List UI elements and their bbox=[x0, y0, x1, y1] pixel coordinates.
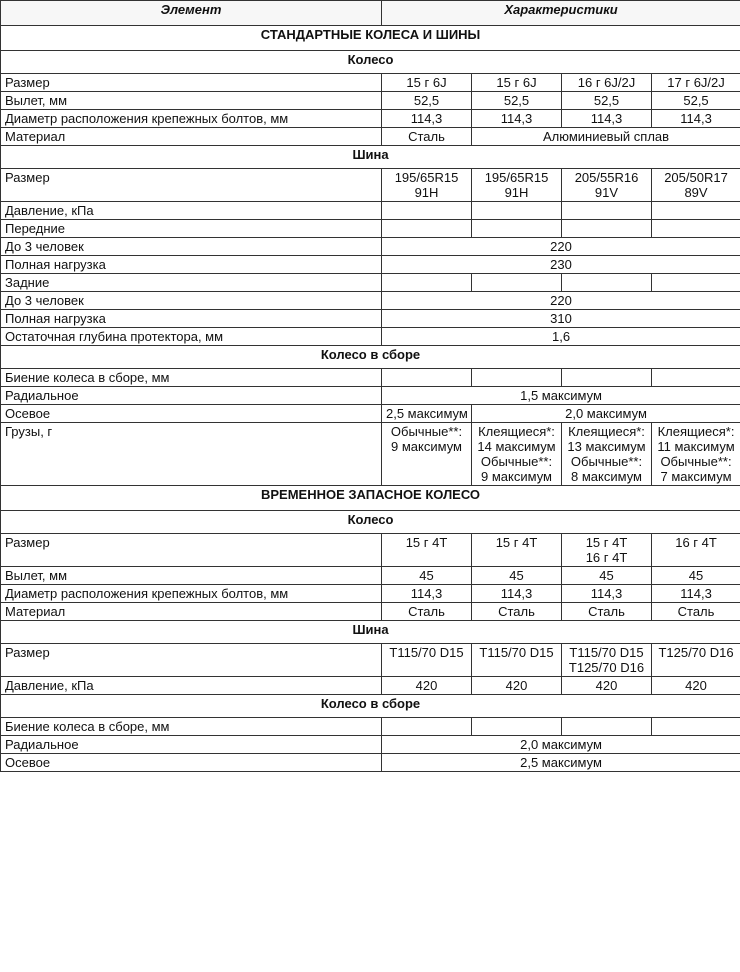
line: T115/70 D15 bbox=[569, 645, 644, 660]
cell-empty bbox=[382, 220, 472, 238]
section-row bbox=[1, 486, 740, 511]
row-label: Вылет, мм bbox=[1, 92, 382, 110]
table-row bbox=[1, 423, 740, 486]
row-label: Осевое bbox=[1, 754, 382, 772]
cell-value: 114,3 bbox=[382, 110, 472, 128]
table-row bbox=[1, 603, 740, 621]
row-label: Размер bbox=[1, 74, 382, 92]
table-row bbox=[1, 754, 740, 772]
cell-value bbox=[382, 644, 472, 677]
cell-empty bbox=[472, 718, 562, 736]
row-label: Передние bbox=[1, 220, 382, 238]
cell-value: 420 bbox=[652, 677, 740, 695]
cell-value bbox=[652, 644, 740, 677]
cell-empty bbox=[562, 220, 652, 238]
cell-value: 2,0 максимум bbox=[382, 736, 740, 754]
line: T115/70 D15 bbox=[389, 645, 464, 660]
table-row bbox=[1, 169, 740, 202]
cell-value: 114,3 bbox=[472, 110, 562, 128]
subsection-title-wheel: Колесо bbox=[1, 511, 740, 534]
cell-value: 17 г 6J/2J bbox=[652, 74, 740, 92]
subsection-row bbox=[1, 346, 740, 369]
cell-value bbox=[562, 644, 652, 677]
table-row bbox=[1, 328, 740, 346]
subsection-title-assembly: Колесо в сборе bbox=[1, 346, 740, 369]
cell-value: Сталь bbox=[382, 128, 472, 146]
cell-value bbox=[382, 423, 472, 486]
cell-value: 45 bbox=[472, 567, 562, 585]
cell-value: 420 bbox=[382, 677, 472, 695]
cell-value: 230 bbox=[382, 256, 740, 274]
cell-value: 114,3 bbox=[472, 585, 562, 603]
cell-empty bbox=[382, 202, 472, 220]
subsection-row bbox=[1, 695, 740, 718]
cell-value: 1,5 максимум bbox=[382, 387, 740, 405]
row-label: Материал bbox=[1, 603, 382, 621]
col-element-header: Элемент bbox=[1, 1, 382, 26]
cell-empty bbox=[562, 369, 652, 387]
cell-empty bbox=[472, 274, 562, 292]
table-row bbox=[1, 274, 740, 292]
cell-value bbox=[652, 534, 740, 567]
table-row bbox=[1, 369, 740, 387]
row-label: Диаметр расположения крепежных болтов, мм bbox=[1, 585, 382, 603]
cell-value bbox=[382, 534, 472, 567]
cell-value bbox=[382, 169, 472, 202]
table-row bbox=[1, 405, 740, 423]
subsection-row bbox=[1, 146, 740, 169]
cell-value: 16 г 6J/2J bbox=[562, 74, 652, 92]
row-label: Давление, кПа bbox=[1, 202, 382, 220]
cell-value: 45 bbox=[652, 567, 740, 585]
table-row bbox=[1, 292, 740, 310]
row-label: Размер bbox=[1, 644, 382, 677]
section-row bbox=[1, 26, 740, 51]
cell-value: 114,3 bbox=[382, 585, 472, 603]
cell-value: Сталь bbox=[472, 603, 562, 621]
table-row bbox=[1, 110, 740, 128]
line: 15 г 4T bbox=[495, 535, 538, 550]
table-row bbox=[1, 310, 740, 328]
line: 195/65R15 bbox=[484, 170, 549, 185]
cell-value: 114,3 bbox=[652, 585, 740, 603]
table-row bbox=[1, 387, 740, 405]
row-label: Задние bbox=[1, 274, 382, 292]
line: Клеящиеся*: bbox=[657, 424, 735, 439]
table-row bbox=[1, 256, 740, 274]
row-label: До 3 человек bbox=[1, 238, 382, 256]
cell-value: 114,3 bbox=[652, 110, 740, 128]
cell-value: Сталь bbox=[382, 603, 472, 621]
table-row bbox=[1, 567, 740, 585]
row-label: Материал bbox=[1, 128, 382, 146]
cell-value bbox=[472, 644, 562, 677]
cell-value: 45 bbox=[562, 567, 652, 585]
cell-value: 420 bbox=[562, 677, 652, 695]
line: 195/65R15 bbox=[394, 170, 459, 185]
row-label: Давление, кПа bbox=[1, 677, 382, 695]
line: 89V bbox=[684, 185, 708, 200]
section-title-standard: СТАНДАРТНЫЕ КОЛЕСА И ШИНЫ bbox=[1, 26, 740, 51]
cell-empty bbox=[652, 274, 740, 292]
row-label: Радиальное bbox=[1, 736, 382, 754]
cell-value: Алюминиевый сплав bbox=[472, 128, 740, 146]
table-row bbox=[1, 736, 740, 754]
cell-value: 15 г 6J bbox=[472, 74, 562, 92]
cell-value: 45 bbox=[382, 567, 472, 585]
cell-value bbox=[562, 169, 652, 202]
row-label: Биение колеса в сборе, мм bbox=[1, 718, 382, 736]
cell-empty bbox=[652, 202, 740, 220]
line: Клеящиеся*: bbox=[478, 424, 555, 439]
table-row bbox=[1, 128, 740, 146]
cell-value: 52,5 bbox=[472, 92, 562, 110]
table-row bbox=[1, 202, 740, 220]
line: 15 г 4T bbox=[585, 535, 628, 550]
cell-value bbox=[472, 423, 562, 486]
cell-value: Сталь bbox=[652, 603, 740, 621]
row-label: Биение колеса в сборе, мм bbox=[1, 369, 382, 387]
cell-empty bbox=[652, 369, 740, 387]
table-row bbox=[1, 238, 740, 256]
row-label: Полная нагрузка bbox=[1, 256, 382, 274]
subsection-row bbox=[1, 621, 740, 644]
cell-value: 2,5 максимум bbox=[382, 405, 472, 423]
cell-value bbox=[472, 534, 562, 567]
line: 91H bbox=[414, 185, 439, 200]
row-label: Грузы, г bbox=[1, 423, 382, 486]
cell-value bbox=[652, 423, 740, 486]
line: 7 максимум bbox=[660, 469, 732, 484]
cell-value bbox=[562, 534, 652, 567]
cell-value bbox=[472, 169, 562, 202]
line: 205/55R16 bbox=[574, 170, 639, 185]
cell-value: 52,5 bbox=[562, 92, 652, 110]
subsection-title-tire: Шина bbox=[1, 146, 740, 169]
cell-empty bbox=[472, 369, 562, 387]
row-label: Остаточная глубина протектора, мм bbox=[1, 328, 382, 346]
line: 91V bbox=[594, 185, 619, 200]
line: 16 г 4T bbox=[585, 550, 628, 565]
cell-value: 220 bbox=[382, 292, 740, 310]
line: 91H bbox=[504, 185, 529, 200]
table-row bbox=[1, 220, 740, 238]
table-header-row bbox=[1, 1, 740, 26]
cell-empty bbox=[562, 718, 652, 736]
row-label: Радиальное bbox=[1, 387, 382, 405]
line: 15 г 4T bbox=[405, 535, 448, 550]
table-row bbox=[1, 585, 740, 603]
line: 14 максимум bbox=[477, 439, 556, 454]
cell-value: 52,5 bbox=[382, 92, 472, 110]
line: Обычные**: bbox=[570, 454, 643, 469]
cell-value bbox=[562, 423, 652, 486]
line: 9 максимум bbox=[391, 439, 462, 454]
cell-value: 114,3 bbox=[562, 110, 652, 128]
cell-value: 2,0 максимум bbox=[472, 405, 740, 423]
line: Обычные**: bbox=[480, 454, 553, 469]
table-row bbox=[1, 718, 740, 736]
cell-value: 114,3 bbox=[562, 585, 652, 603]
line: 13 максимум bbox=[567, 439, 646, 454]
cell-value bbox=[652, 169, 740, 202]
subsection-row bbox=[1, 51, 740, 74]
line: T125/70 D16 bbox=[658, 645, 734, 660]
cell-empty bbox=[472, 220, 562, 238]
line: Обычные**: bbox=[660, 454, 732, 469]
cell-value: 15 г 6J bbox=[382, 74, 472, 92]
cell-value: Сталь bbox=[562, 603, 652, 621]
cell-value: 220 bbox=[382, 238, 740, 256]
cell-empty bbox=[382, 274, 472, 292]
cell-empty bbox=[562, 274, 652, 292]
row-label: Вылет, мм bbox=[1, 567, 382, 585]
subsection-title-assembly: Колесо в сборе bbox=[1, 695, 740, 718]
cell-value: 1,6 bbox=[382, 328, 740, 346]
line: 11 максимум bbox=[657, 439, 735, 454]
line: 8 максимум bbox=[571, 469, 642, 484]
cell-empty bbox=[652, 718, 740, 736]
table-row bbox=[1, 644, 740, 677]
table-row bbox=[1, 677, 740, 695]
cell-value: 310 bbox=[382, 310, 740, 328]
row-label: Полная нагрузка bbox=[1, 310, 382, 328]
cell-value: 2,5 максимум bbox=[382, 754, 740, 772]
row-label: Размер bbox=[1, 169, 382, 202]
line: 16 г 4T bbox=[675, 535, 717, 550]
subsection-title-tire: Шина bbox=[1, 621, 740, 644]
cell-value: 420 bbox=[472, 677, 562, 695]
cell-empty bbox=[382, 369, 472, 387]
subsection-row bbox=[1, 511, 740, 534]
line: Обычные**: bbox=[390, 424, 463, 439]
line: T125/70 D16 bbox=[568, 660, 645, 675]
table-row bbox=[1, 92, 740, 110]
section-title-spare: ВРЕМЕННОЕ ЗАПАСНОЕ КОЛЕСО bbox=[1, 486, 740, 511]
cell-empty bbox=[562, 202, 652, 220]
row-label: Диаметр расположения крепежных болтов, мм bbox=[1, 110, 382, 128]
line: Клеящиеся*: bbox=[568, 424, 645, 439]
table-row bbox=[1, 534, 740, 567]
line: 9 максимум bbox=[481, 469, 552, 484]
subsection-title-wheel: Колесо bbox=[1, 51, 740, 74]
row-label: Осевое bbox=[1, 405, 382, 423]
cell-empty bbox=[472, 202, 562, 220]
table-row bbox=[1, 74, 740, 92]
row-label: Размер bbox=[1, 534, 382, 567]
cell-value: 52,5 bbox=[652, 92, 740, 110]
line: T115/70 D15 bbox=[479, 645, 554, 660]
row-label: До 3 человек bbox=[1, 292, 382, 310]
cell-empty bbox=[382, 718, 472, 736]
line: 205/50R17 bbox=[664, 170, 728, 185]
col-spec-header: Характеристики bbox=[382, 1, 740, 26]
cell-empty bbox=[652, 220, 740, 238]
